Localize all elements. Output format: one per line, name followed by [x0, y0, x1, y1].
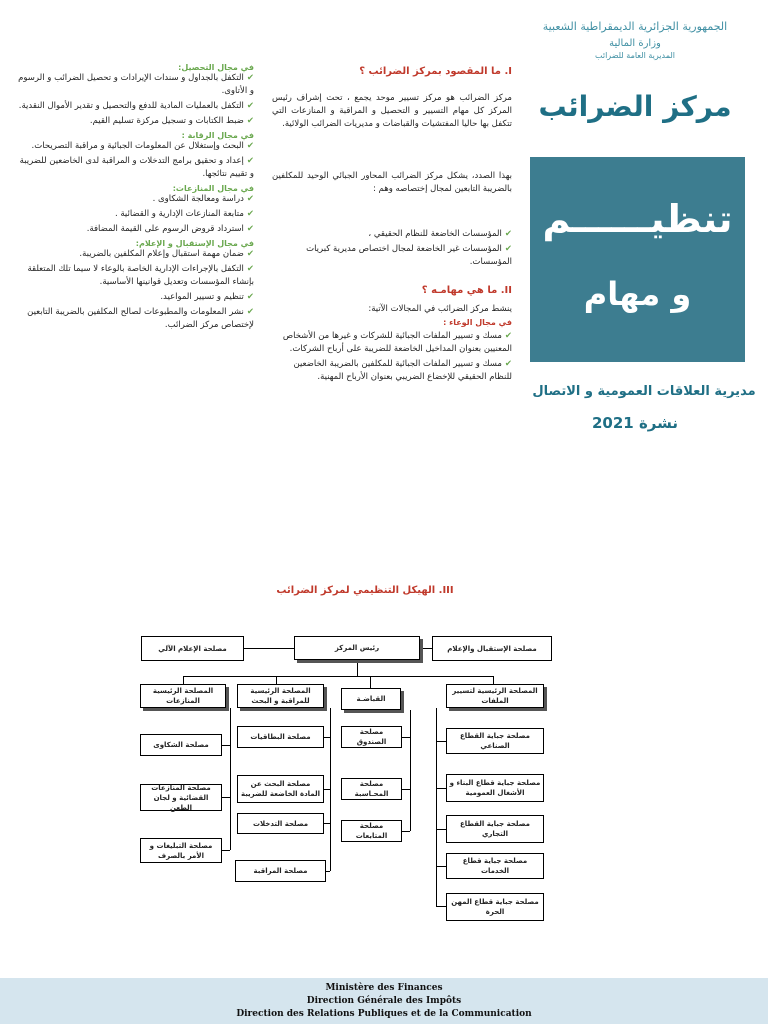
check-icon: ✔	[246, 156, 254, 166]
check-icon: ✔	[246, 249, 254, 259]
org-box: مصلحة الشكاوى	[140, 734, 222, 756]
disputes-subtitle: في مجال المنازعات:	[172, 184, 254, 193]
check-icon: ✔	[246, 116, 254, 126]
list-item: ✔التكفل بالجداول و سندات الإيرادات و تحصيل الضرائب و الرسوم و الأتاوى.	[18, 73, 254, 96]
org-box: مصلحة الصندوق	[341, 726, 402, 748]
org-chart-title: III. الهيكل التنظيمي لمركز الضرائب	[276, 585, 454, 596]
footer-band	[0, 978, 768, 1024]
footer-dgi: Direction Générale des Impôts	[306, 996, 462, 1006]
org-box: مصلحة المنازعات القضائية و لجان الطعن	[140, 784, 222, 811]
directorate-general-name: المديرية العامة للضرائب	[595, 51, 675, 60]
section1-title: I. ما المقصود بمركز الضرائب ؟	[359, 66, 512, 77]
control-subtitle: في مجال الرقابة :	[181, 131, 254, 140]
list-item: ✔إعداد و تحقيق برامج التدخلات و المراقبة لدى الخاضعين للضريبة و تقييم نتائجها.	[19, 156, 254, 179]
cover-directorate: مديرية العلاقات العمومية و الاتصال	[532, 384, 756, 399]
cover-banner	[530, 157, 745, 362]
list-item: ✔المؤسسات غير الخاضعة لمجال اختصاص مديرية كبريات المؤسسات.	[306, 244, 512, 267]
list-item: ✔التكفل بالعمليات المادية للدفع والتحصيل و تقدير الأموال النقدية.	[18, 101, 254, 111]
org-box-control-main: المصلحة الرئيسية للمراقبة و البحث	[237, 684, 324, 708]
cover-edition: نشرة 2021	[591, 414, 679, 432]
check-icon: ✔	[504, 229, 512, 239]
check-icon: ✔	[246, 264, 254, 274]
org-box-center-head: رئيس المركز	[294, 636, 420, 660]
footer-directorate: Direction des Relations Publiques et de la Communication	[236, 1009, 532, 1019]
org-box: مصلحة جباية قطاع المهن الحرة	[446, 893, 544, 921]
org-box: مصلحة التدخلات	[237, 813, 324, 834]
footer-ministry: Ministère des Finances	[325, 983, 443, 993]
cover-banner-line2: و مهام	[583, 275, 692, 313]
section2-title: II. ما هي مهامـه ؟	[421, 285, 512, 296]
org-box: مصلحة جباية القطاع الصناعي	[446, 728, 544, 754]
org-box: مصلحة المتابعات	[341, 820, 402, 842]
ministry-name: وزارة المالية	[609, 38, 661, 49]
check-icon: ✔	[246, 224, 254, 234]
org-box: مصلحة جباية قطاع البناء و الأشغال العمومية	[446, 774, 544, 802]
org-box: مصلحة البطاقيات	[237, 726, 324, 748]
list-item: ✔تنظيم و تسيير المواعيد.	[160, 292, 254, 302]
org-box: مصلحة التبليغات و الأمر بالصرف	[140, 838, 222, 863]
list-item: ✔متابعة المنازعات الإدارية و القضائية .	[114, 209, 254, 219]
org-box-it-service: مصلحة الإعلام الآلي	[141, 636, 244, 661]
cover-title: مركز الضرائب	[538, 90, 732, 123]
list-item: ✔مسك و تسيير الملفات الجبائية للمكلفين بالضريبة الخاضعين للنظام الحقيقي للإخضاع الضريبي بعنوان الأرباح المهنية.	[293, 359, 512, 382]
list-item: ✔استرداد قروض الرسوم على القيمة المضافة.	[86, 224, 254, 234]
cover-banner-line1: تنظيــــــم	[542, 197, 733, 241]
check-icon: ✔	[246, 73, 254, 83]
check-icon: ✔	[246, 292, 254, 302]
org-box: مصلحة جباية قطاع الخدمات	[446, 853, 544, 879]
republic-name: الجمهورية الجزائرية الديمقراطية الشعبية	[542, 20, 728, 33]
check-icon: ✔	[246, 307, 254, 317]
org-box: مصلحة المحـاسبة	[341, 778, 402, 800]
list-item: ✔ضمان مهمة استقبال وإعلام المكلفين بالضريبة.	[79, 249, 254, 259]
org-box-treasury: القباضـة	[341, 688, 401, 710]
missions-left-column	[14, 60, 254, 334]
list-item: ✔مسك و تسيير الملفات الجبائية للشركات و غيرها من الأشخاص المعنيين بعنوان المداخيل الخاضعة للضريبة على أرباح الشركات.	[282, 331, 512, 354]
check-icon: ✔	[246, 141, 254, 151]
check-icon: ✔	[246, 101, 254, 111]
check-icon: ✔	[504, 331, 512, 341]
check-icon: ✔	[504, 244, 512, 254]
check-icon: ✔	[504, 359, 512, 369]
org-box: مصلحة المراقبة	[235, 860, 326, 882]
org-box: مصلحة البحث عن المادة الخاضعة للضريبة	[237, 775, 324, 803]
section1-paragraph2: بهذا الصدد، يشكل مركز الضرائب المحاور الجبائي الوحيد للمكلفين بالضريبة التابعين لمجال إختصاصه وهم :	[272, 171, 512, 194]
org-box-disputes-main: المصلحة الرئيسية المنازعات	[140, 684, 226, 708]
section1-paragraph1: مركز الضرائب هو مركز تسيير موحد يجمع ، تحت إشراف رئيس المركز كل مهام التسيير و التحصيل و المراقبة و المنازعات التي تتكفل بها حاليا المفتشيات والقباضات و مديريات الضرائب الولائية.	[272, 93, 512, 129]
check-icon: ✔	[246, 209, 254, 219]
list-item: ✔ضبط الكتابات و تسجيل مركزة تسليم القيم.	[89, 116, 254, 126]
org-box-files-main: المصلحة الرئيسية لتسيير الملفات	[446, 684, 544, 708]
list-item: ✔دراسة ومعالجة الشكاوى .	[152, 194, 254, 204]
org-box-reception-service: مصلحة الإستقبال والإعلام	[432, 636, 552, 661]
org-box: مصلحة جباية القطاع التجاري	[446, 815, 544, 843]
base-subtitle: في مجال الوعاء :	[443, 318, 512, 327]
list-item: ✔البحث وإستغلال عن المعلومات الجبائية و مراقبة التصريحات.	[31, 141, 254, 151]
collection-subtitle: في مجال التحصيل:	[178, 63, 254, 72]
list-item: ✔المؤسسات الخاضعة للنظام الحقيقي ،	[368, 229, 512, 239]
reception-subtitle: في مجال الإستقبال و الإعلام:	[135, 239, 254, 248]
section2-intro: ينشط مركز الضرائب في المجالات الآتية:	[368, 304, 512, 314]
check-icon: ✔	[246, 194, 254, 204]
list-item: ✔نشر المعلومات والمطبوعات لصالح المكلفين بالضريبة التابعين لإختصاص مركز الضرائب.	[27, 307, 254, 330]
list-item: ✔التكفل بالإجراءات الإدارية الخاصة بالوعاء لا سيما تلك المتعلقة بإنشاء المؤسسات وتعديل قوانينها الأساسية.	[27, 264, 254, 287]
